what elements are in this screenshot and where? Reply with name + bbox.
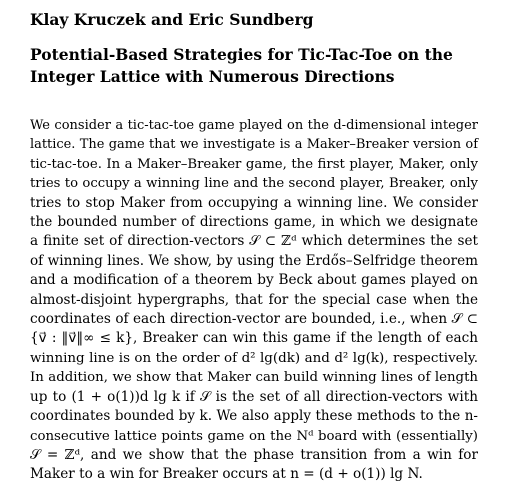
abstract-line: {v⃗ : ‖v⃗‖∞ ≤ k}, Breaker can win this game if the length of each xyxy=(30,330,478,347)
abstract-line: winning line is on the order of d² lg(dk) and d² lg(k), respectively. xyxy=(30,350,478,366)
abstract-line: tries to stop Maker from occupying a winning line. We consider xyxy=(30,194,478,211)
abstract-line: In addition, we show that Maker can build winning lines of length xyxy=(30,370,478,386)
abstract-line: tic-tac-toe. In a Maker–Breaker game, the first player, Maker, only xyxy=(30,156,478,172)
abstract-line: up to (1 + o(1))d lg k if 𝒮 is the set of all direction-vectors with xyxy=(30,388,478,405)
abstract-line: coordinates bounded by k. We also apply these methods to the n- xyxy=(30,408,478,425)
abstract-line: of winning lines. We show, by using the Erdős–Selfridge theorem xyxy=(30,252,478,269)
abstract-line: almost-disjoint hypergraphs, that for the special case when the xyxy=(30,291,478,308)
abstract-line: a finite set of direction-vectors 𝒮 ⊂ ℤᵈ which determines the set xyxy=(30,233,478,250)
paper-page xyxy=(30,10,478,485)
abstract-line: tries to occupy a winning line and the second player, Breaker, only xyxy=(30,176,478,192)
paper-title: Potential-Based Strategies for Tic-Tac-Toe on the Integer Lattice with Numerous Directions xyxy=(30,45,453,86)
abstract-line: the bounded number of directions game, in which we designate xyxy=(30,214,478,231)
abstract-line: We consider a tic-tac-toe game played on the d-dimensional integer xyxy=(30,118,478,133)
abstract-line: coordinates of each direction-vector are bounded, i.e., when 𝒮 ⊂ xyxy=(30,311,478,328)
abstract-line: consecutive lattice points game on the Nᵈ board with (essentially) xyxy=(30,428,478,444)
abstract xyxy=(30,116,478,485)
authors: Klay Kruczek and Eric Sundberg xyxy=(30,10,314,29)
abstract-line: and a modification of a theorem by Beck about games played on xyxy=(30,272,478,289)
abstract-line: Maker to a win for Breaker occurs at n = (d + o(1)) lg N. xyxy=(30,466,423,483)
abstract-line: 𝒮 = ℤᵈ, and we show that the phase transition from a win for xyxy=(30,446,478,463)
abstract-line: lattice. The game that we investigate is a Maker–Breaker version of xyxy=(30,137,478,153)
